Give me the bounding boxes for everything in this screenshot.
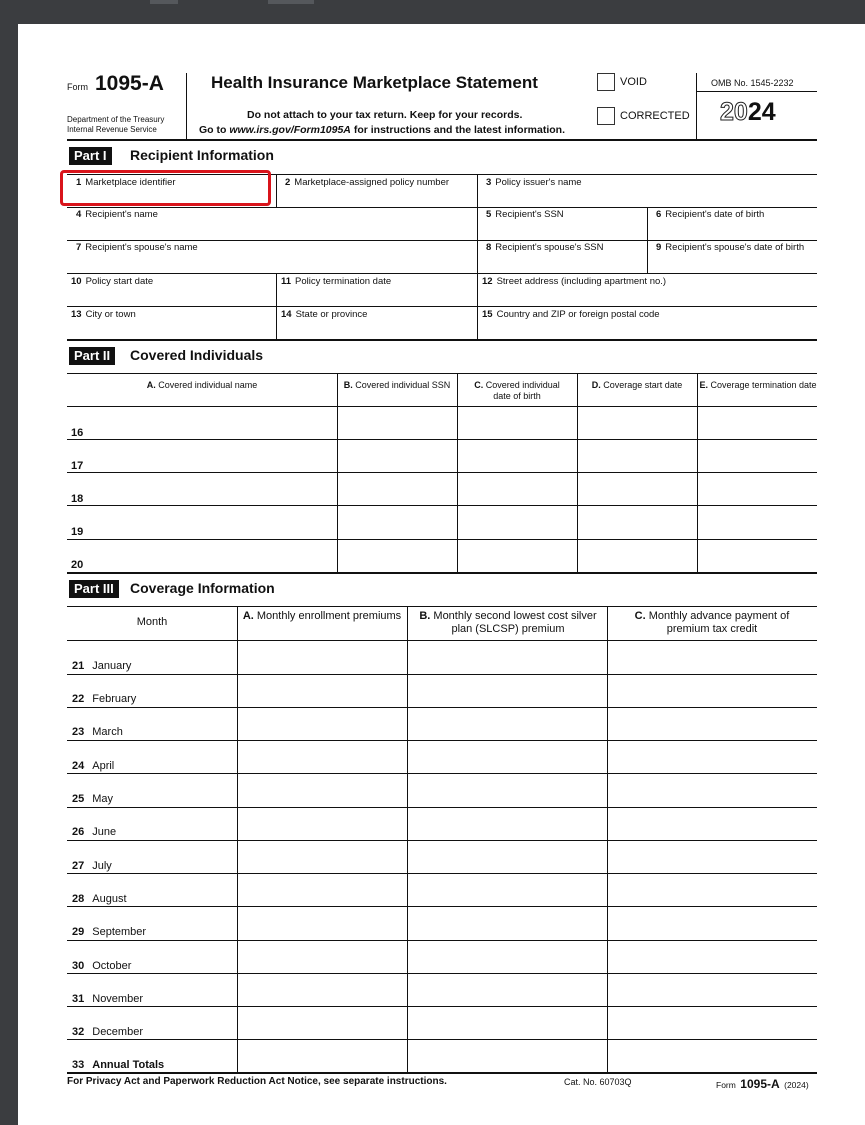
field-12-street-address[interactable]: 12 Street address (including apartment no.) <box>482 276 667 287</box>
row-21-month: 21 January <box>72 660 132 672</box>
part2-rule <box>67 373 817 374</box>
part3-bottom-rule <box>67 1072 817 1074</box>
instruction-line2: Go to www.irs.gov/Form1095A for instructions and the latest information. <box>199 124 566 136</box>
omb-divider <box>696 73 697 139</box>
irs-url-link[interactable]: www.irs.gov/Form1095A <box>229 124 351 136</box>
field-11-policy-termination[interactable]: 11 Policy termination date <box>281 276 392 287</box>
part3-row-rule <box>67 906 817 907</box>
row-31-month: 31 November <box>72 993 143 1005</box>
row-32-month: 32 December <box>72 1026 143 1038</box>
part1-divider <box>647 207 648 273</box>
part3-row-rule <box>67 973 817 974</box>
row-19-number: 19 <box>71 526 84 538</box>
field-8-spouse-ssn[interactable]: 8 Recipient's spouse's SSN <box>486 242 604 253</box>
field-3-issuer-name[interactable]: 3 Policy issuer's name <box>486 177 582 188</box>
part2-row-rule <box>67 439 817 440</box>
row-20-number: 20 <box>71 559 84 571</box>
part1-divider <box>477 174 478 340</box>
part1-divider <box>276 273 277 340</box>
part3-row-rule <box>67 674 817 675</box>
omb-rule <box>696 91 817 92</box>
row-17-number: 17 <box>71 460 84 472</box>
part1-bottom-rule <box>67 339 817 341</box>
part3-row-rule <box>67 940 817 941</box>
toolbar-button[interactable] <box>268 0 314 4</box>
header-bottom-rule <box>67 139 817 141</box>
part2-col-divider <box>337 373 338 573</box>
field-5-recipient-ssn[interactable]: 5 Recipient's SSN <box>486 209 564 220</box>
field-13-city[interactable]: 13 City or town <box>71 309 136 320</box>
field-15-country-zip[interactable]: 15 Country and ZIP or foreign postal code <box>482 309 660 320</box>
col-3b-header: B. Monthly second lowest cost silver plan (SLCSP) premium <box>419 610 597 635</box>
col-a-header: A. Covered individual name <box>146 380 258 390</box>
row-26-month: 26 June <box>72 826 117 838</box>
part3-row-rule <box>67 873 817 874</box>
privacy-notice: For Privacy Act and Paperwork Reduction Act Notice, see separate instructions. <box>67 1076 447 1087</box>
col-c-header: C. Covered individual date of birth <box>474 380 560 401</box>
month-header: Month <box>136 616 168 628</box>
void-label: VOID <box>620 76 647 88</box>
part2-header-rule <box>67 406 817 407</box>
field-1-marketplace-identifier[interactable]: 1 Marketplace identifier <box>76 177 176 188</box>
row-16-number: 16 <box>71 427 84 439</box>
field-6-recipient-dob[interactable]: 6 Recipient's date of birth <box>656 209 765 220</box>
void-checkbox[interactable] <box>597 73 615 91</box>
col-3c-header: C. Monthly advance payment of premium tax credit <box>634 610 790 635</box>
footer-form-id: Form 1095-A (2024) <box>716 1077 809 1091</box>
part3-row-rule <box>67 807 817 808</box>
toolbar-button[interactable] <box>150 0 178 4</box>
field-2-policy-number[interactable]: 2 Marketplace-assigned policy number <box>285 177 450 188</box>
catalog-number: Cat. No. 60703Q <box>564 1077 632 1087</box>
row-29-month: 29 September <box>72 926 147 938</box>
form-word: Form <box>67 82 88 92</box>
dept-line1: Department of the Treasury <box>67 115 165 124</box>
field-10-policy-start[interactable]: 10 Policy start date <box>71 276 154 287</box>
part3-tag: Part III <box>69 580 119 598</box>
row-27-month: 27 July <box>72 860 112 872</box>
part2-col-divider <box>697 373 698 573</box>
viewer-toolbar <box>0 0 865 24</box>
dept-line2: Internal Revenue Service <box>67 125 157 134</box>
form-title: Health Insurance Marketplace Statement <box>211 73 538 92</box>
row-22-month: 22 February <box>72 693 137 705</box>
part2-col-divider <box>457 373 458 573</box>
form-number: 1095-A <box>95 72 164 95</box>
form-page <box>18 24 865 1125</box>
part3-rule <box>67 606 817 607</box>
part3-row-rule <box>67 707 817 708</box>
field-4-recipient-name[interactable]: 4 Recipient's name <box>76 209 158 220</box>
field-1-highlight <box>60 170 271 206</box>
field-9-spouse-dob[interactable]: 9 Recipient's spouse's date of birth <box>656 242 805 253</box>
part2-row-rule <box>67 505 817 506</box>
omb-number: OMB No. 1545-2232 <box>711 78 794 88</box>
part3-row-rule <box>67 1039 817 1040</box>
part3-title: Coverage Information <box>130 580 275 596</box>
part2-bottom-rule <box>67 572 817 574</box>
part3-row-rule <box>67 773 817 774</box>
corrected-checkbox[interactable] <box>597 107 615 125</box>
part1-rule <box>67 306 817 307</box>
field-14-state[interactable]: 14 State or province <box>281 309 368 320</box>
row-25-month: 25 May <box>72 793 114 805</box>
row-28-month: 28 August <box>72 893 127 905</box>
part1-title: Recipient Information <box>130 147 274 163</box>
col-d-header: D. Coverage start date <box>591 380 683 390</box>
instruction-line1: Do not attach to your tax return. Keep for your records. <box>247 109 523 121</box>
part3-header-rule <box>67 640 817 641</box>
part1-rule <box>67 273 817 274</box>
row-23-month: 23 March <box>72 726 123 738</box>
row-18-number: 18 <box>71 493 84 505</box>
part2-row-rule <box>67 472 817 473</box>
field-7-spouse-name[interactable]: 7 Recipient's spouse's name <box>76 242 198 253</box>
col-e-header: E. Coverage termination date <box>699 380 817 390</box>
col-3a-header: A. Monthly enrollment premiums <box>242 610 402 622</box>
part1-rule <box>67 207 817 208</box>
part2-col-divider <box>577 373 578 573</box>
part2-row-rule <box>67 539 817 540</box>
part2-title: Covered Individuals <box>130 347 264 363</box>
row-30-month: 30 October <box>72 960 132 972</box>
part3-row-rule <box>67 840 817 841</box>
part3-row-rule <box>67 740 817 741</box>
part2-tag: Part II <box>69 347 115 365</box>
part1-divider <box>276 174 277 207</box>
row-33-annual-totals: 33 Annual Totals <box>72 1059 165 1071</box>
row-24-month: 24 April <box>72 760 115 772</box>
corrected-label: CORRECTED <box>620 110 690 122</box>
col-b-header: B. Covered individual SSN <box>343 380 451 390</box>
part1-rule <box>67 240 817 241</box>
tax-year: 2024 <box>720 98 776 126</box>
part3-row-rule <box>67 1006 817 1007</box>
part1-tag: Part I <box>69 147 112 165</box>
header-divider <box>186 73 187 139</box>
